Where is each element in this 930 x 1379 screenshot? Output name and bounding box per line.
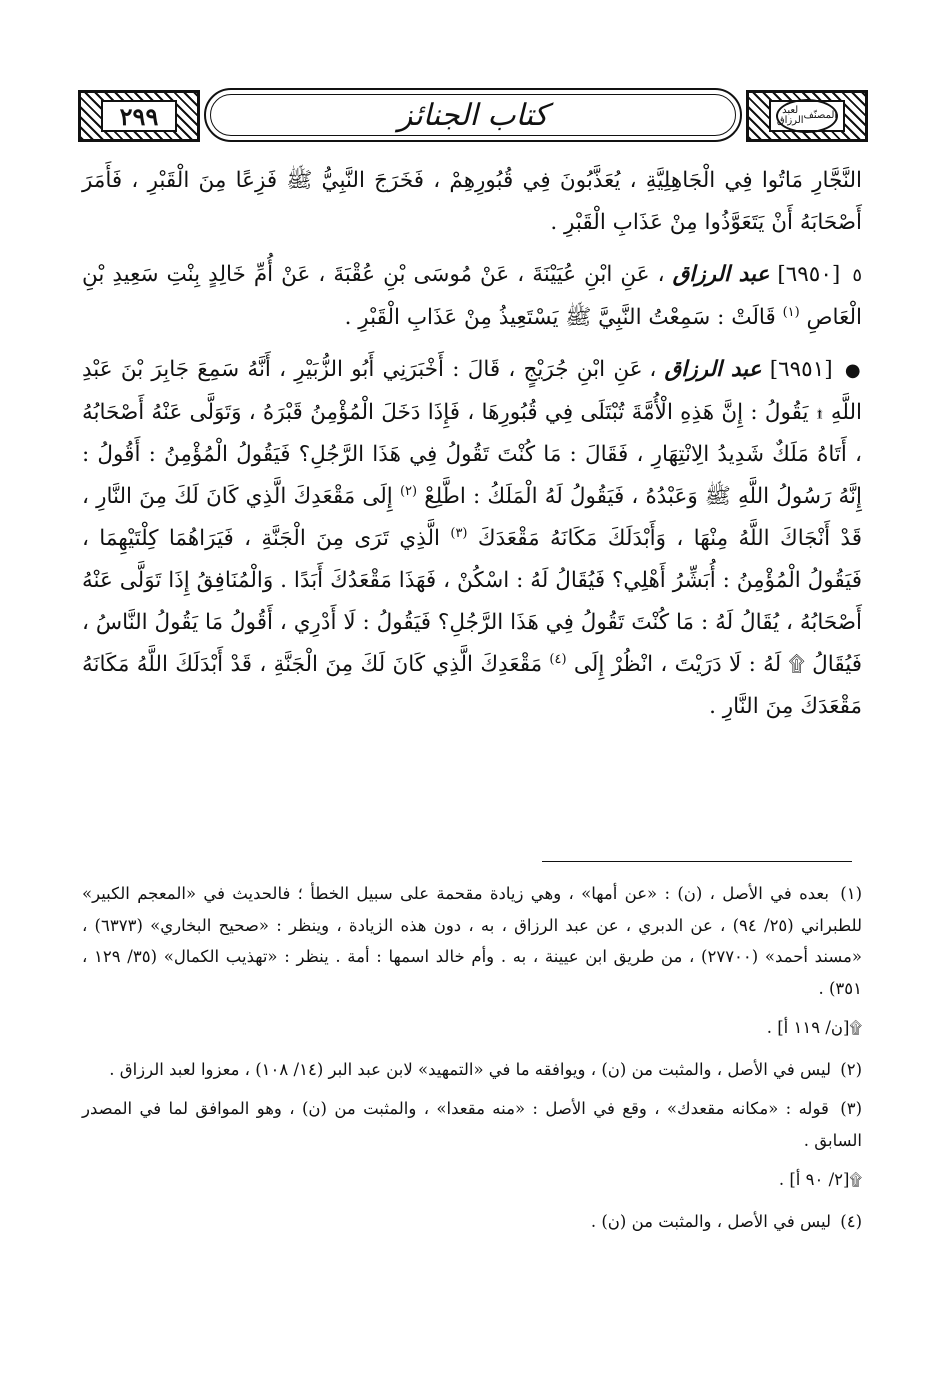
- footnote-text: ليس في الأصل ، والمثبت من (ن) .: [590, 1211, 831, 1231]
- footnote-text: ليس في الأصل ، والمثبت من (ن) ، ويوافقه ما في «التمهيد» لابن عبد البر (١٤/ ١٠٨) ، معزوا لعبد الرزاق .: [109, 1059, 831, 1079]
- footnote-number: (١): [840, 884, 863, 903]
- narrator-name: عبد الرزاق: [664, 357, 762, 382]
- hadith-number: [٦٩٥٠]: [777, 262, 841, 287]
- hadith-text: ، عَنِ ابْنِ عُيَيْنَةَ ، عَنْ مُوسَى بْنِ عُقْبَةَ ، عَنْ أُمِّ خَالِدٍ بِنْتِ سَعِيدِ بْنِ الْعَاصِ: [82, 262, 862, 330]
- hadith-number: [٦٩٥١]: [769, 357, 833, 382]
- hadith-text: الَّذِي تَرَى مِنَ الْجَنَّةِ ، فَيَرَاهُمَا كِلْتَيْهِمَا ، فَيَقُولُ الْمُؤْمِنُ : أُبَشِّرُ أَهْلِي؟ فَيُقَالُ لَهُ : اسْكُنْ ، فَهَذَا مَقْعَدُكَ أَبَدًا . وَالْمُنَافِقُ إِذَا تَوَلَّى عَنْهُ أَصْحَابُهُ ، يُقَالُ لَهُ : مَا كُنْتَ تَقُولُ فِي هَذَا الرَّجُلِ؟ فَيَقُولُ : لَا أَدْرِي ، أَقُولُ مَا يَقُولُ النَّاسُ ، فَيُقَالُ ۩ لَهُ : لَا دَرَيْتَ ، انْظُرْ إِلَى: [82, 526, 862, 677]
- footnote-divider: [542, 861, 852, 862]
- footnote-number: (٢): [840, 1059, 862, 1079]
- manuscript-ref-text: ۩[٢/ ٩٠ أ] .: [778, 1170, 862, 1189]
- book-title: كتاب الجنائز: [397, 97, 549, 133]
- footnotes: [82, 878, 862, 1245]
- footnote-2: [82, 1054, 862, 1086]
- footnote-number: (٣): [840, 1099, 862, 1118]
- footnote-ref: (٤): [549, 651, 567, 667]
- footnote-1: [82, 878, 862, 1004]
- manuscript-ref-text: ۩[ن/ ١١٩ أ] .: [766, 1018, 862, 1037]
- footnote-ref: (٢): [399, 483, 418, 499]
- continuation-text: النَّجَّارِ مَاتُوا فِي الْجَاهِلِيَّةِ ، يُعَذَّبُونَ فِي قُبُورِهِمْ ، فَخَرَجَ النَّبِيُّ ﷺ فَزِعًا مِنَ الْقَبْرِ ، فَأَمَرَ أَصْحَابَهُ أَنْ يَتَعَوَّذُوا مِنْ عَذَابِ الْقَبْرِ .: [82, 168, 862, 235]
- footnote-4: [82, 1206, 862, 1238]
- hadith-6950: [82, 254, 862, 339]
- hadith-text: ، عَنِ ابْنِ جُرَيْجٍ ، قَالَ : أَخْبَرَنِي أَبُو الزُّبَيْرِ ، أَنَّهُ سَمِعَ جَابِرَ بْنَ عَبْدِ اللَّهِ ۩ يَقُولُ : إِنَّ هَذِهِ الْأُمَّةَ تُبْتَلَى فِي قُبُورِهَا ، فَإِذَا دَخَلَ الْمُؤْمِنُ قَبْرَهُ ، وَتَوَلَّى عَنْهُ أَصْحَابُهُ ، أَتَاهُ مَلَكٌ شَدِيدُ الِانْتِهَارِ ، فَقَالَ : مَا كُنْتَ تَقُولُ فِي هَذَا الرَّجُلِ؟ فَيَقُولُ الْمُؤْمِنُ : أَقُولُ : إِنَّهُ رَسُولُ اللَّهِ ﷺ وَعَبْدُهُ ، فَيَقُولُ لَهُ الْمَلَكُ : اطَّلِعْ: [82, 357, 862, 509]
- manuscript-ref: [82, 1012, 862, 1044]
- footnote-3: [82, 1093, 862, 1156]
- publisher-seal-icon: [776, 99, 838, 133]
- hadith-text: إِلَى مَقْعَدِكَ الَّذِي كَانَ لَكَ مِنَ النَّارِ ، قَدْ أَنْجَاكَ اللَّهُ مِنْهَا ، وَأَبْدَلَكَ مَكَانَهُ مَقْعَدَكَ: [82, 484, 862, 551]
- hadith-marker-icon: ●: [844, 360, 863, 381]
- footnote-ref: (٣): [450, 525, 468, 541]
- hadith-6951: [82, 349, 862, 728]
- footnote-number: (٤): [840, 1211, 862, 1231]
- seal-text-top: المصنّف: [803, 110, 838, 121]
- hadith-text: قَالَتْ : سَمِعْتُ النَّبِيَّ ﷺ يَسْتَعِيذُ مِنْ عَذَابِ الْقَبْرِ .: [344, 305, 776, 330]
- hadith-text: مَقْعَدِكَ الَّذِي كَانَ لَكَ مِنَ الْجَنَّةِ ، قَدْ أَبْدَلَكَ اللَّهُ مَكَانَهُ مَقْعَدَكَ مِنَ النَّارِ .: [82, 652, 862, 719]
- title-cartouche: [204, 88, 742, 142]
- page-number-frame: [78, 90, 200, 142]
- manuscript-ref: [82, 1164, 862, 1196]
- narrator-name: عبد الرزاق: [672, 262, 770, 287]
- main-text: [82, 160, 862, 738]
- footnote-text: قوله : «مكانه مقعدك» ، وقع في الأصل : «منه مقعدا» ، والمثبت من (ن) ، وهو الموافق لما في المصدر السابق .: [82, 1099, 862, 1150]
- publisher-seal-frame: [746, 90, 868, 142]
- seal-text-bottom: لعبد الرزاق: [776, 105, 804, 126]
- footnote-ref: (١): [782, 304, 800, 320]
- page-number: ٢٩٩: [119, 101, 159, 131]
- continuation-paragraph: [82, 160, 862, 244]
- page-header: [78, 86, 868, 146]
- hadith-marker-icon: ٥: [852, 265, 862, 286]
- footnote-text: بعده في الأصل ، (ن) : «عن أمها» ، وهي زيادة مقحمة على سبيل الخطأ ؛ فالحديث في «المعجم الكبير» للطبراني (٢٥/ ٩٤) ، عن الدبري ، عن عبد الرزاق ، به ، دون هذه الزيادة ، وينظر : «صحيح البخاري» (٦٣٧٣) ، «مسند أحمد» (٢٧٧٠٠) ، من طريق ابن عيينة ، به . وأم خالد اسمها : أمة . ينظر : «تهذيب الكمال» (٣٥/ ١٢٩ ، ٣٥١) .: [82, 884, 862, 998]
